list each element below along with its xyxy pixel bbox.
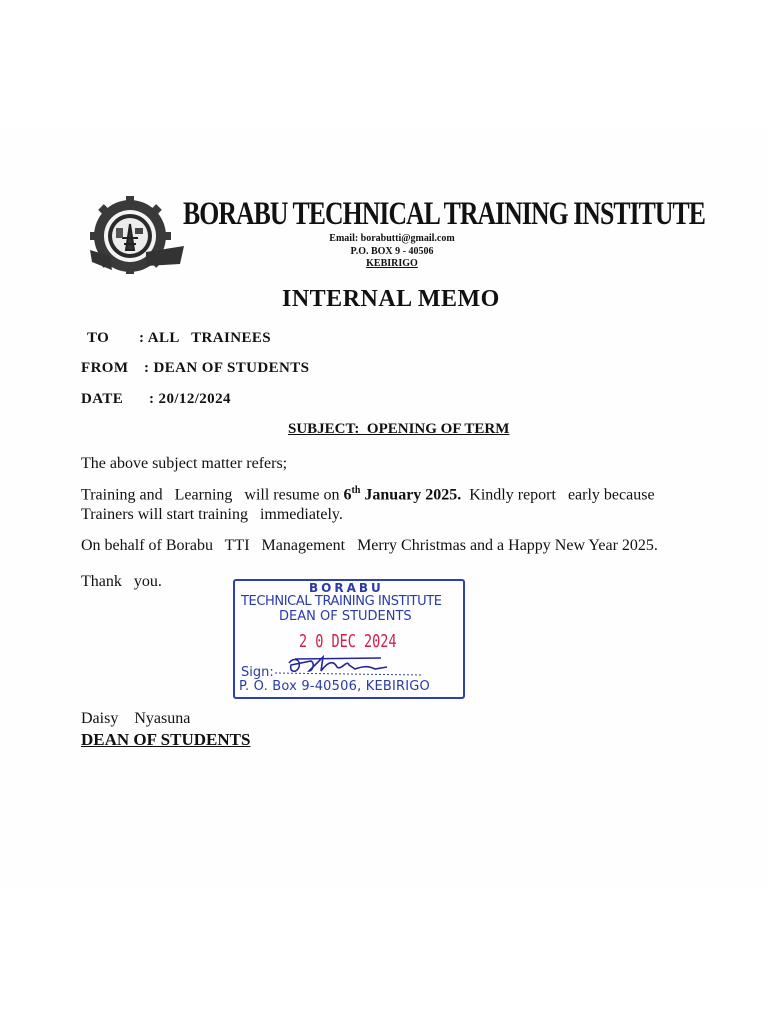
memo-subject: SUBJECT: OPENING OF TERM (288, 421, 510, 437)
to-label: TO (87, 330, 110, 346)
stamp-line-3: DEAN OF STUDENTS (279, 609, 412, 624)
from-value: : DEAN OF STUDENTS (144, 360, 310, 376)
date-value: : 20/12/2024 (149, 391, 231, 407)
stamp-date: 2 0 DEC 2024 (299, 631, 397, 652)
thank-you: Thank you. (81, 573, 162, 590)
institution-name: BORABU TECHNICAL TRAINING INSTITUTE (183, 196, 706, 232)
stamp-sign-label: Sign: (241, 665, 274, 680)
signatory-title: DEAN OF STUDENTS (81, 730, 251, 749)
memo-title: INTERNAL MEMO (282, 286, 500, 312)
body-p2-sup: th (351, 485, 361, 496)
body-p2-end: Kindly report early because (461, 486, 655, 504)
official-stamp (233, 579, 465, 699)
body-paragraph-2 (81, 485, 655, 504)
institution-email: Email: borabutti@gmail.com (329, 233, 455, 244)
date-label: DATE (81, 391, 124, 407)
institute-logo (90, 196, 186, 274)
institution-po-box: P.O. BOX 9 - 40506 (350, 246, 434, 257)
body-line-1: The above subject matter refers; (81, 455, 288, 472)
stamp-line-2: TECHNICAL TRAINING INSTITUTE (241, 594, 442, 609)
stamp-line-1: BORABU (309, 581, 384, 595)
body-line-3: On behalf of Borabu TTI Management Merry Christmas and a Happy New Year 2025. (81, 537, 658, 554)
body-p2-day: 6 (343, 486, 352, 504)
body-p2-date: January 2025. (360, 486, 462, 504)
to-value: : ALL TRAINEES (139, 330, 272, 346)
stamp-address: P. O. Box 9-40506, KEBIRIGO (239, 679, 430, 694)
signatory-name: Daisy Nyasuna (81, 710, 191, 727)
institution-town: KEBIRIGO (366, 258, 418, 269)
body-paragraph-2-line-2: Trainers will start training immediately. (81, 506, 343, 523)
body-p2-start: Training and Learning will resume on (81, 486, 344, 504)
signature-scribble-icon (271, 653, 421, 679)
from-label: FROM (81, 360, 129, 376)
